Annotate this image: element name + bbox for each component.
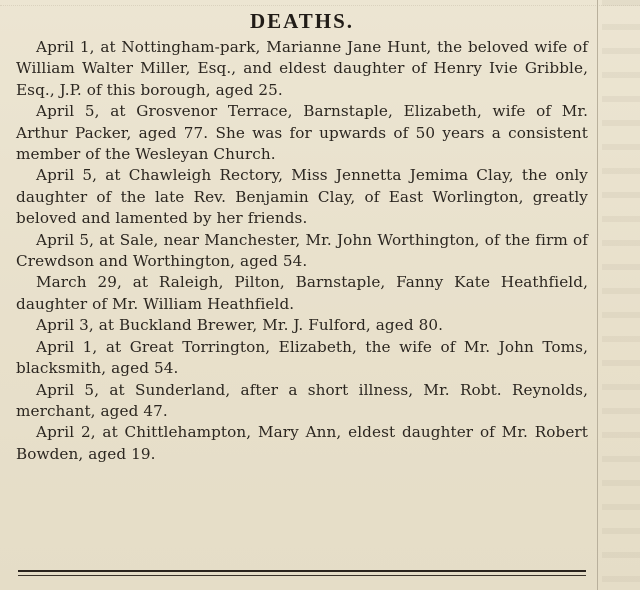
adjacent-column-bleed: [602, 0, 640, 590]
death-notice: April 5, at Chawleigh Rectory, Miss Jennetta Jemima Clay, the only daughter of the late Rev. Benjamin Clay, of East Worlington, greatly beloved and lamented by her friends.: [16, 166, 588, 228]
death-notice: April 1, at Great Torrington, Elizabeth, the wife of Mr. John Toms, blacksmith, aged 54.: [16, 337, 588, 378]
rule-thick: [18, 570, 586, 572]
death-notice: April 5, at Sunderland, after a short illness, Mr. Robt. Reynolds, merchant, aged 47.: [16, 380, 588, 420]
death-notice: April 2, at Chittlehampton, Mary Ann, eldest daughter of Mr. Robert Bowden, aged 19.: [16, 423, 588, 463]
section-heading: DEATHS.: [249, 9, 355, 33]
rule-thin: [18, 575, 586, 576]
death-notice: March 29, at Raleigh, Pilton, Barnstaple, Fanny Kate Heathfield, daughter of Mr. William Heathfield.: [16, 273, 588, 313]
column-rule: [597, 0, 598, 590]
deaths-column: [16, 8, 588, 465]
death-notice: April 3, at Buckland Brewer, Mr. J. Fulford, aged 80.: [36, 316, 444, 335]
death-notice: April 5, at Sale, near Manchester, Mr. John Worthington, of the firm of Crewdson and Worthington, aged 54.: [16, 230, 588, 271]
previous-column-bleed: [0, 0, 640, 6]
death-notice: April 1, at Nottingham-park, Marianne Jane Hunt, the beloved wife of William Walter Miller, Esq., and eldest daughter of Henry Ivie Gribble, Esq., J.P. of this borough, aged 25.: [16, 38, 588, 99]
section-end-rule: [18, 570, 586, 578]
death-notice: April 5, at Grosvenor Terrace, Barnstaple, Elizabeth, wife of Mr. Arthur Packer, aged 77. She was for upwards of 50 years a consistent member of the Wesleyan Church.: [16, 102, 588, 164]
